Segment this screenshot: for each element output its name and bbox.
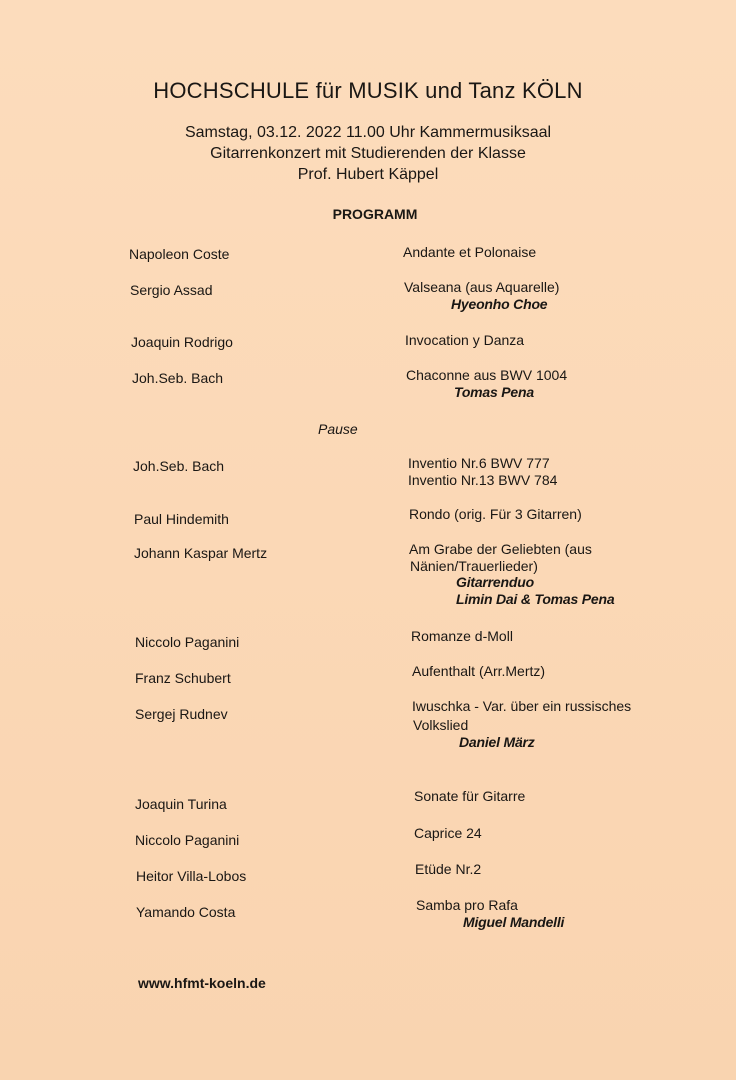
work-title: Inventio Nr.6 BWV 777 xyxy=(408,455,550,471)
composer-name: Joaquin Rodrigo xyxy=(131,334,233,350)
composer-name: Sergio Assad xyxy=(130,282,213,298)
composer-name: Franz Schubert xyxy=(135,670,231,686)
work-title: Am Grabe der Geliebten (aus xyxy=(409,541,592,557)
program-heading: PROGRAMM xyxy=(332,206,418,222)
composer-name: Napoleon Coste xyxy=(129,246,230,262)
work-title: Rondo (orig. Für 3 Gitarren) xyxy=(409,506,582,522)
professor-line: Prof. Hubert Käppel xyxy=(297,166,439,183)
composer-name: Niccolo Paganini xyxy=(135,634,240,650)
work-title: Andante et Polonaise xyxy=(403,244,537,260)
composer-name: Paul Hindemith xyxy=(134,511,229,527)
performer-name: Hyeonho Choe xyxy=(451,296,548,312)
composer-name: Niccolo Paganini xyxy=(135,832,240,848)
work-title: Caprice 24 xyxy=(414,825,482,841)
performer-name: Daniel März xyxy=(459,734,535,750)
work-title: Invocation y Danza xyxy=(405,332,525,348)
performer-name: Miguel Mandelli xyxy=(463,914,565,930)
website-url: www.hfmt-koeln.de xyxy=(138,975,266,991)
work-title-line-2: Volkslied xyxy=(413,717,469,733)
work-title-line-2: Nänien/Trauerlieder) xyxy=(410,558,538,574)
page-title: HOCHSCHULE für MUSIK und Tanz KÖLN xyxy=(153,78,583,103)
performer-name: Gitarrenduo xyxy=(456,574,534,590)
event-date-line: Samstag, 03.12. 2022 11.00 Uhr Kammermusiksaal xyxy=(184,124,552,141)
work-title: Aufenthalt (Arr.Mertz) xyxy=(412,663,546,679)
work-title: Iwuschka - Var. über ein russisches xyxy=(412,698,632,714)
work-title: Sonate für Gitarre xyxy=(414,788,526,804)
composer-name: Johann Kaspar Mertz xyxy=(134,545,268,561)
event-description-line: Gitarrenkonzert mit Studierenden der Klasse xyxy=(210,145,526,162)
work-title: Chaconne aus BWV 1004 xyxy=(406,367,568,383)
composer-name: Sergej Rudnev xyxy=(135,706,228,722)
performer-name: Tomas Pena xyxy=(454,384,534,400)
composer-name: Heitor Villa-Lobos xyxy=(136,868,247,884)
work-title: Valseana (aus Aquarelle) xyxy=(404,279,560,295)
work-title: Romanze d-Moll xyxy=(411,628,513,644)
composer-name: Joh.Seb. Bach xyxy=(132,370,224,386)
performer-names-duo: Limin Dai & Tomas Pena xyxy=(456,591,615,607)
composer-name: Joh.Seb. Bach xyxy=(133,458,225,474)
pause-label: Pause xyxy=(318,421,358,437)
composer-name: Yamando Costa xyxy=(136,904,236,920)
work-title: Samba pro Rafa xyxy=(416,897,518,913)
work-title-line-2: Inventio Nr.13 BWV 784 xyxy=(408,472,558,488)
work-title: Etüde Nr.2 xyxy=(415,861,482,877)
composer-name: Joaquin Turina xyxy=(135,796,227,812)
